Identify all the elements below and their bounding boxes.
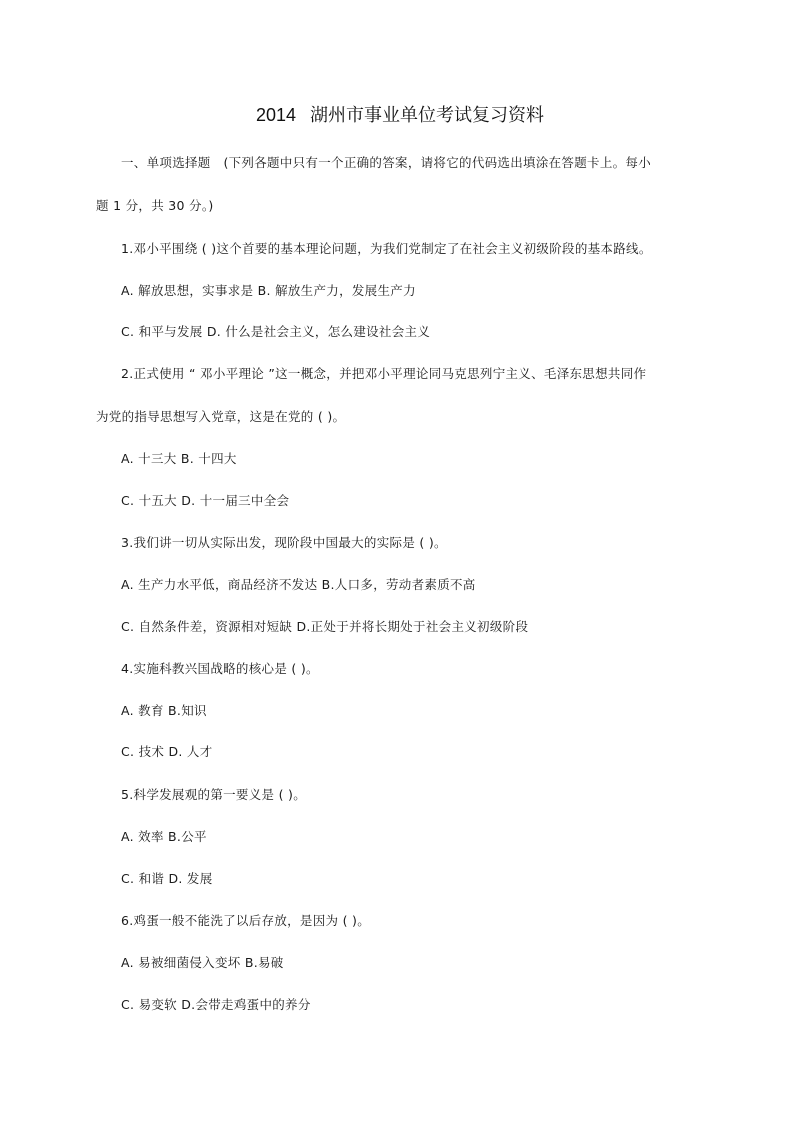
question-options: C. 和谐 D. 发展 bbox=[121, 871, 213, 886]
question-stem: 5.科学发展观的第一要义是 ( )。 bbox=[121, 787, 307, 802]
question-stem: 1.邓小平围绕 ( )这个首要的基本理论问题，为我们党制定了在社会主义初级阶段的基本路线。 bbox=[121, 241, 652, 256]
question-stem: 2.正式使用 “ 邓小平理论 ”这一概念，并把邓小平理论同马克思列宁主义、毛泽东思想共同作 bbox=[121, 366, 647, 381]
title-year: 2014 bbox=[255, 105, 297, 125]
section-instruction-line1: (下列各题中只有一个正确的答案，请将它的代码选出填涂在答题卡上。每小 bbox=[223, 155, 652, 170]
question-stem: 4.实施科教兴国战略的核心是 ( )。 bbox=[121, 661, 319, 676]
question-options: A. 效率 B.公平 bbox=[121, 829, 207, 844]
question-options: A. 十三大 B. 十四大 bbox=[121, 451, 237, 466]
question-stem: 6.鸡蛋一般不能洗了以后存放，是因为 ( )。 bbox=[121, 913, 371, 928]
question-options: A. 解放思想，实事求是 B. 解放生产力，发展生产力 bbox=[121, 283, 416, 298]
section-instruction-line2: 题 1 分，共 30 分。) bbox=[96, 198, 214, 213]
question-options: C. 十五大 D. 十一届三中全会 bbox=[121, 493, 290, 508]
page-title bbox=[0, 103, 800, 128]
section-heading-line bbox=[121, 154, 651, 172]
question-stem-line2: 为党的指导思想写入党章，这是在党的 ( )。 bbox=[96, 409, 346, 424]
question-options: C. 技术 D. 人才 bbox=[121, 744, 213, 759]
question-stem: 3.我们讲一切从实际出发，现阶段中国最大的实际是 ( )。 bbox=[121, 535, 447, 550]
question-options: A. 易被细菌侵入变坏 B.易破 bbox=[121, 955, 284, 970]
question-options: A. 生产力水平低，商品经济不发达 B.人口多，劳动者素质不高 bbox=[121, 577, 476, 592]
question-options: C. 易变软 D.会带走鸡蛋中的养分 bbox=[121, 997, 311, 1012]
section-heading: 一、单项选择题 bbox=[121, 155, 211, 170]
question-options: A. 教育 B.知识 bbox=[121, 703, 207, 718]
title-text: 湖州市事业单位考试复习资料 bbox=[310, 105, 545, 126]
question-options: C. 和平与发展 D. 什么是社会主义，怎么建设社会主义 bbox=[121, 324, 431, 339]
question-options: C. 自然条件差，资源相对短缺 D.正处于并将长期处于社会主义初级阶段 bbox=[121, 619, 529, 634]
